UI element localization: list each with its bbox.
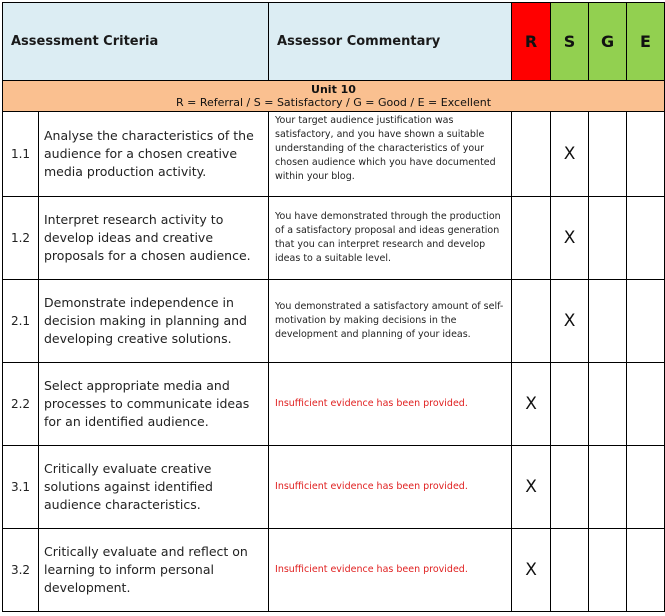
criterion-text: Demonstrate independence in decision making in planning and developing creative solutions.: [39, 280, 269, 363]
good-mark: [589, 280, 627, 363]
assessor-comment: Insufficient evidence has been provided.: [269, 529, 512, 612]
criterion-number: 1.1: [3, 112, 39, 197]
criterion-text: Critically evaluate and reflect on learning to inform personal development.: [39, 529, 269, 612]
referral-mark: X: [512, 363, 551, 446]
assessment-table: [2, 2, 665, 612]
referral-header: R: [512, 3, 551, 81]
assessor-comment: Insufficient evidence has been provided.: [269, 446, 512, 529]
satisfactory-header: S: [551, 3, 589, 81]
commentary-header: Assessor Commentary: [269, 3, 512, 81]
assessor-comment: You have demonstrated through the production of a satisfactory proposal and ideas generation that you can interpret research and develop ideas to a suitable level.: [269, 197, 512, 280]
unit-row: [3, 81, 665, 112]
excellent-header: E: [627, 3, 665, 81]
good-mark: [589, 363, 627, 446]
grade-legend: R = Referral / S = Satisfactory / G = Good / E = Excellent: [176, 96, 492, 109]
satisfactory-mark: X: [551, 197, 589, 280]
unit-title: Unit 10: [311, 83, 356, 96]
header-row: [3, 3, 665, 81]
unit-banner: [3, 81, 665, 112]
referral-mark: [512, 280, 551, 363]
excellent-mark: [627, 112, 665, 197]
criterion-number: 3.1: [3, 446, 39, 529]
satisfactory-mark: X: [551, 280, 589, 363]
criterion-text: Analyse the characteristics of the audience for a chosen creative media production activity.: [39, 112, 269, 197]
satisfactory-mark: [551, 529, 589, 612]
criteria-header: Assessment Criteria: [3, 3, 269, 81]
referral-mark: X: [512, 446, 551, 529]
criterion-number: 1.2: [3, 197, 39, 280]
table-row: [3, 446, 665, 529]
referral-mark: X: [512, 529, 551, 612]
table-row: [3, 529, 665, 612]
criterion-number: 2.1: [3, 280, 39, 363]
excellent-mark: [627, 197, 665, 280]
assessor-comment: Your target audience justification was satisfactory, and you have shown a suitable understanding of the characteristics of your chosen audience which you have documented within your blog.: [269, 112, 512, 197]
excellent-mark: [627, 529, 665, 612]
good-mark: [589, 446, 627, 529]
criterion-number: 3.2: [3, 529, 39, 612]
good-mark: [589, 529, 627, 612]
criterion-text: Critically evaluate creative solutions against identified audience characteristics.: [39, 446, 269, 529]
referral-mark: [512, 197, 551, 280]
good-mark: [589, 112, 627, 197]
table-row: [3, 197, 665, 280]
assessor-comment: You demonstrated a satisfactory amount of self-motivation by making decisions in the development and planning of your ideas.: [269, 280, 512, 363]
referral-mark: [512, 112, 551, 197]
good-header: G: [589, 3, 627, 81]
assessor-comment: Insufficient evidence has been provided.: [269, 363, 512, 446]
table-row: [3, 280, 665, 363]
excellent-mark: [627, 363, 665, 446]
criterion-number: 2.2: [3, 363, 39, 446]
table-row: [3, 112, 665, 197]
excellent-mark: [627, 280, 665, 363]
satisfactory-mark: X: [551, 112, 589, 197]
criterion-text: Select appropriate media and processes to communicate ideas for an identified audience.: [39, 363, 269, 446]
table-row: [3, 363, 665, 446]
satisfactory-mark: [551, 363, 589, 446]
satisfactory-mark: [551, 446, 589, 529]
good-mark: [589, 197, 627, 280]
excellent-mark: [627, 446, 665, 529]
criterion-text: Interpret research activity to develop ideas and creative proposals for a chosen audience.: [39, 197, 269, 280]
